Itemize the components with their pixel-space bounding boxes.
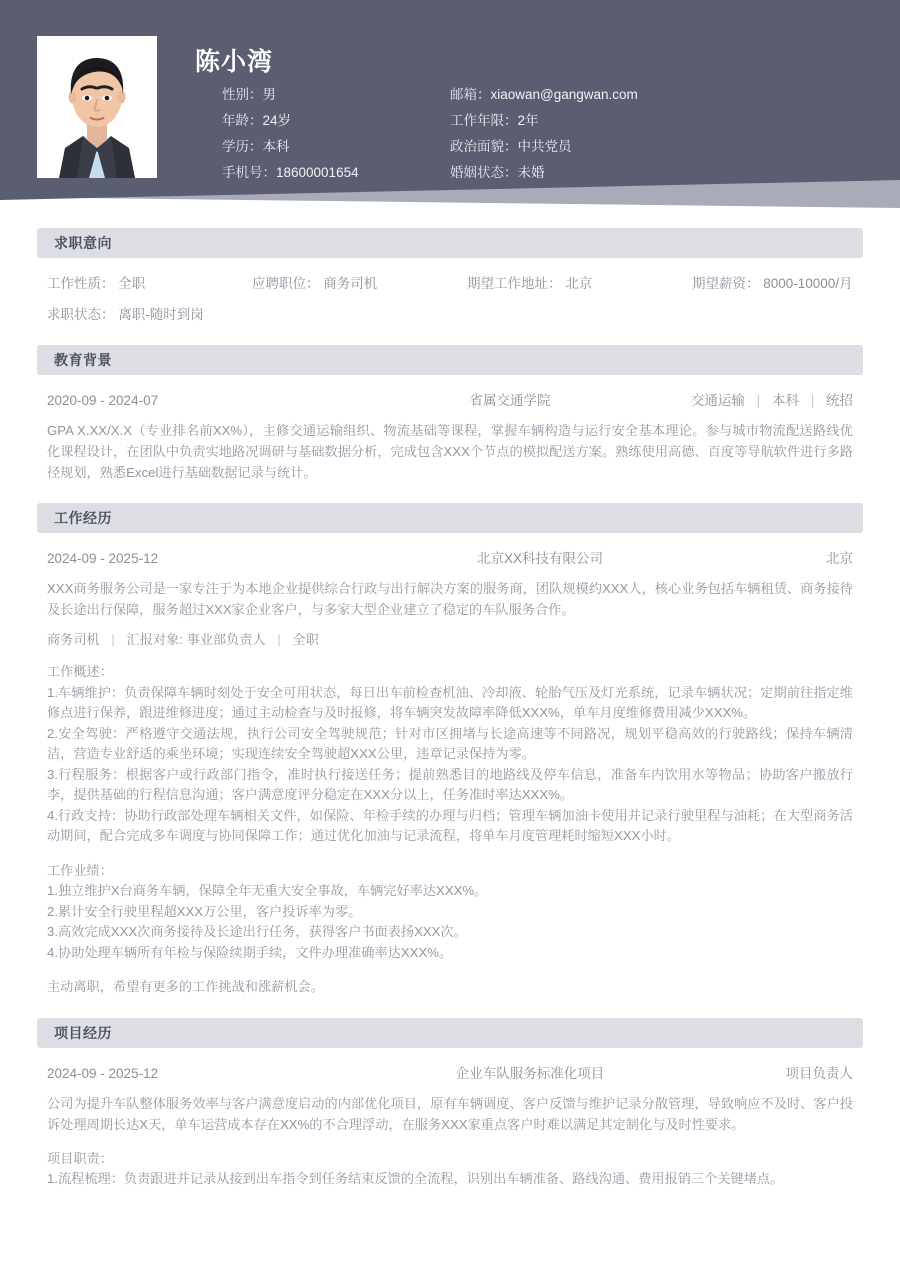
- work-role: 商务司机: [47, 632, 100, 647]
- work-achievement-item: 3.高效完成XXX次商务接待及长途出行任务，获得客户书面表扬XXX次。: [47, 924, 467, 939]
- spacer: [47, 847, 853, 861]
- spacer: [0, 483, 900, 503]
- project-block: [0, 1062, 900, 1190]
- project-duty-item: 1.流程梳理：负责跟进并记录从接到出车指令到任务结束反馈的全流程，识别出车辆准备、路线沟通、费用报销三个关键堵点。: [47, 1171, 784, 1186]
- divider-icon: |: [111, 632, 115, 647]
- info-phone: [222, 160, 450, 186]
- info-experience-value: 2年: [517, 113, 539, 128]
- divider-icon: |: [810, 393, 815, 408]
- expected-salary: 期望薪资： 8000-10000/月: [692, 276, 853, 291]
- candidate-name: 陈小湾: [195, 48, 274, 76]
- work-overview-item: 3.行程服务：根据客户或行政部门指令，准时执行接送任务；提前熟悉目的地路线及停车信息，准备车内饮用水等物品；协助客户搬放行李，提供基础的行程信息沟通；客户满意度评分稳定在XXX分以上，任务准时率达XXX%。: [47, 766, 853, 802]
- section-title-intention: 求职意向: [54, 235, 112, 251]
- spacer: [0, 998, 900, 1018]
- avatar: [37, 36, 157, 178]
- work-role-row: [47, 629, 853, 648]
- info-gender: [222, 82, 450, 108]
- info-degree-label: 学历：: [222, 139, 263, 154]
- spacer: [0, 258, 900, 272]
- spacer: [0, 533, 900, 547]
- education-admission: 统招: [826, 393, 853, 408]
- resume-body: [0, 208, 900, 1190]
- work-date: 2024-09 - 2025-12: [47, 551, 159, 566]
- info-political: [450, 134, 850, 160]
- project-description: 公司为提升车队整体服务效率与客户满意度启动的内部优化项目，原有车辆调度、客户反馈与维护记录分散管理，导致响应不及时、客户投诉处理周期长达X天，单车运营成本存在XX%的不合理浮动，在服务XXX家重点客户时难以满足其定制化与及时性要求。: [47, 1095, 853, 1132]
- work-achievement-item: 1.独立维护X台商务车辆，保障全年无重大安全事故，车辆完好率达XXX%。: [47, 883, 488, 898]
- work-achievement-label: 工作业绩：: [47, 862, 113, 878]
- section-header-intention: [37, 228, 863, 258]
- work-location: 北京: [826, 551, 853, 566]
- spacer: [47, 569, 853, 578]
- section-title-education: 教育背景: [54, 352, 112, 368]
- education-school: 省属交通学院: [469, 393, 551, 408]
- education-description: GPA X.XX/X.X（专业排名前XX%），主修交通运输组织、物流基础等课程，掌握车辆构造与运行安全基本理论。参与城市物流配送路线优化课程设计，在团队中负责实地路况调研与基础数据分析，完成包含XXX个节点的模拟配送方案。熟练使用高德、百度等导航软件进行多路径规划，熟悉Excel进行基础数据记录与统计。: [47, 423, 853, 480]
- spacer: [0, 375, 900, 389]
- resume-header: [0, 0, 900, 208]
- job-seeking-status: 求职状态： 离职-随时到岗: [47, 307, 204, 322]
- info-email-label: 邮箱：: [450, 87, 491, 102]
- target-location: 期望工作地址： 北京: [467, 276, 593, 291]
- spacer: [0, 325, 900, 345]
- project-duty-label: 项目职责：: [47, 1150, 113, 1166]
- info-age: [222, 108, 450, 134]
- info-experience: [450, 108, 850, 134]
- work-achievement-item: 2.累计安全行驶里程超XXX万公里，客户投诉率为零。: [47, 903, 362, 919]
- target-position: 应聘职位： 商务司机: [252, 276, 378, 291]
- work-overview-item: 4.行政支持：协助行政部处理车辆相关文件，如保险、年检手续的办理与归档；管理车辆加油卡使用并记录行驶里程与油耗；在大型商务活动期间，配合完成多车调度与协同保障工作；通过优化加油与记录流程，将单车月度管理耗时缩短XXX小时。: [47, 807, 853, 843]
- work-block: [0, 547, 900, 998]
- info-email: [450, 82, 850, 108]
- education-degree: 本科: [771, 393, 799, 408]
- info-phone-value: 18600001654: [276, 165, 359, 180]
- info-age-value: 24岁: [262, 113, 292, 128]
- work-overview-item: 2.安全驾驶：严格遵守交通法规，执行公司安全驾驶规范；针对市区拥堵与长途高速等不同路况，规划平稳高效的行驶路线；保持车辆清洁，营造专业舒适的乘坐环境；实现连续安全驾驶超XXX公里，违章记录保持为零。: [47, 725, 853, 761]
- info-age-label: 年龄：: [222, 113, 263, 128]
- work-job-type: 全职: [292, 632, 319, 647]
- work-company-description: XXX商务服务公司是一家专注于为本地企业提供综合行政与出行解决方案的服务商，团队规模约XXX人，核心业务包括车辆租赁、商务接待及长途出行保障，服务超过XXX家企业客户，与多家大型企业建立了稳定的车队服务合作。: [47, 581, 853, 617]
- section-header-work: [37, 503, 863, 533]
- info-email-value: xiaowan@gangwan.com: [490, 87, 638, 102]
- info-degree: [222, 134, 450, 160]
- spacer: [0, 1048, 900, 1062]
- project-date: 2024-09 - 2025-12: [47, 1065, 159, 1081]
- spacer: [47, 1084, 853, 1093]
- project-name: 企业车队服务标准化项目: [455, 1065, 605, 1081]
- info-degree-value: 本科: [262, 139, 290, 154]
- info-row: [222, 82, 862, 108]
- section-header-project: [37, 1018, 863, 1048]
- work-company: 北京XX科技有限公司: [476, 551, 603, 566]
- info-phone-label: 手机号：: [222, 165, 276, 180]
- education-meta-row: [47, 389, 853, 411]
- work-overview-label: 工作概述：: [47, 664, 113, 679]
- section-header-education: [37, 345, 863, 375]
- info-row: [222, 160, 862, 186]
- work-overview-item: 1.车辆维护：负责保障车辆时刻处于安全可用状态，每日出车前检查机油、冷却液、轮胎气压及灯光系统，记录车辆状况；定期前往指定维修点进行保养，跟进维修进度；通过主动检查与及时报修，将车辆突发故障率降低XXX%，单车月度维修费用减少XXX%。: [47, 684, 853, 720]
- intention-block: [0, 272, 900, 325]
- work-meta-row: [47, 547, 853, 569]
- work-report-to: 汇报对象: 事业部负责人: [126, 632, 266, 647]
- divider-icon: |: [756, 393, 761, 408]
- project-meta-row: [47, 1062, 853, 1084]
- spacer: [47, 1135, 853, 1149]
- info-gender-value: 男: [262, 87, 276, 102]
- info-political-label: 政治面貌：: [450, 139, 518, 154]
- intention-row-2: [47, 303, 853, 325]
- spacer: [47, 294, 853, 303]
- info-marital-value: 未婚: [517, 165, 545, 180]
- spacer: [47, 648, 853, 662]
- job-nature: 工作性质： 全职: [47, 276, 146, 291]
- info-row: [222, 134, 862, 160]
- work-closing-note: 主动离职，希望有更多的工作挑战和涨薪机会。: [47, 979, 324, 994]
- section-title-work: 工作经历: [54, 510, 112, 526]
- education-date: 2020-09 - 2024-07: [47, 393, 159, 408]
- intention-row-1: [47, 272, 853, 294]
- spacer: [47, 620, 853, 629]
- info-row: [222, 108, 862, 134]
- info-marital-label: 婚姻状态：: [450, 165, 518, 180]
- education-detail: [643, 389, 853, 409]
- project-role: 项目负责人: [785, 1065, 853, 1081]
- spacer: [0, 208, 900, 228]
- info-experience-label: 工作年限：: [450, 113, 518, 128]
- info-marital: [450, 160, 850, 186]
- work-achievement-item: 4.协助处理车辆所有年检与保险续期手续，文件办理准确率达XXX%。: [47, 944, 453, 960]
- spacer: [47, 963, 853, 977]
- section-title-project: 项目经历: [54, 1024, 112, 1041]
- education-block: [0, 389, 900, 483]
- spacer: [47, 411, 853, 420]
- personal-info-grid: [222, 82, 862, 186]
- divider-icon: |: [277, 632, 281, 647]
- education-major: 交通运输: [690, 393, 745, 408]
- info-gender-label: 性别：: [222, 87, 263, 102]
- info-political-value: 中共党员: [517, 139, 572, 154]
